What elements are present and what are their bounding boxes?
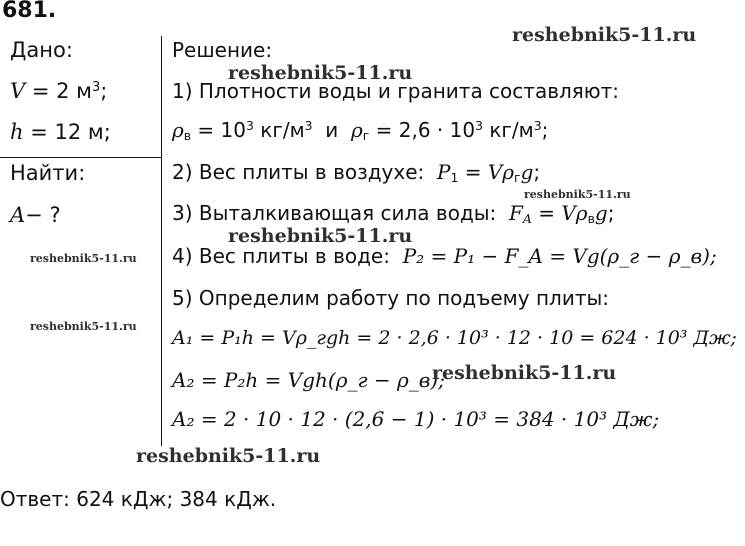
p1-g: g <box>520 160 534 184</box>
watermark-bottom: reshebnik5-11.ru <box>136 445 321 467</box>
watermark-mid-right: reshebnik5-11.ru <box>524 188 631 201</box>
rho-granite-symbol: ρ <box>351 118 363 142</box>
fa-rho-sub: в <box>587 211 595 227</box>
height-symbol: h <box>10 120 24 144</box>
weight-air-prefix: 2) Вес плиты в воздухе: <box>172 160 437 184</box>
volume-end: ; <box>100 79 108 103</box>
volume-exponent: 3 <box>92 79 101 95</box>
watermark-left-2: reshebnik5-11.ru <box>30 320 137 333</box>
rho-granite-value: = 2,6 · 10 <box>369 118 476 142</box>
weight-water-prefix: 4) Вес плиты в воде: <box>172 244 403 268</box>
step-densities <box>172 118 548 142</box>
buoyancy-prefix: 3) Выталкивающая сила воды: <box>172 201 510 225</box>
rho-granite-exp: 3 <box>475 118 483 134</box>
find-title: Найти: <box>10 161 86 185</box>
watermark-mid: reshebnik5-11.ru <box>228 225 413 247</box>
p1-eq: = <box>458 160 488 184</box>
height-value: = 12 м; <box>23 120 111 144</box>
fa-eq: = <box>531 201 562 225</box>
densities-end: ; <box>541 118 549 142</box>
p1-rho: ρ <box>502 160 515 184</box>
answer: Ответ: 624 кДж; 384 кДж. <box>0 487 277 511</box>
rho-water-symbol: ρ <box>172 118 184 142</box>
weight-water-expr: P₂ = P₁ − F_A = Vg(ρ_г − ρ_в); <box>402 244 717 268</box>
volume-value: = 2 м <box>25 79 92 103</box>
fa-symbol: F <box>509 201 523 225</box>
p1-sub: 1 <box>450 170 459 186</box>
given-divider <box>0 157 161 158</box>
find-item <box>10 203 61 227</box>
rho-water-sub: в <box>183 128 192 144</box>
given-title: Дано: <box>10 38 73 62</box>
p1-v: V <box>487 160 503 184</box>
and-word: и <box>312 118 351 142</box>
vertical-divider <box>161 36 162 446</box>
problem-number: 681. <box>2 0 57 23</box>
rho-water-exp: 3 <box>246 118 254 134</box>
step-weight-air <box>172 160 540 184</box>
rho-granite-sub: г <box>362 128 370 144</box>
work-a1: A₁ = P₁h = Vρ_гgh = 2 · 2,6 · 10³ · 12 · 10 = 624 · 10³ Дж; <box>172 327 737 349</box>
find-symbol: A <box>10 203 26 227</box>
rho-water-value: = 10 <box>191 118 246 142</box>
volume-symbol: V <box>10 79 26 103</box>
rho-water-unit: кг/м <box>253 118 305 142</box>
rho-granite-unit: кг/м <box>482 118 534 142</box>
fa-g: g <box>594 201 608 225</box>
watermark-top-right: reshebnik5-11.ru <box>512 24 697 46</box>
watermark-top: reshebnik5-11.ru <box>228 62 413 84</box>
solution-title: Решение: <box>172 38 273 62</box>
rho-granite-unit-exp: 3 <box>533 118 542 134</box>
fa-v: V <box>561 201 576 225</box>
work-a2-value: A₂ = 2 · 10 · 12 · (2,6 − 1) · 10³ = 384 · 10³ Дж; <box>172 407 660 431</box>
fa-sub: A <box>522 211 532 227</box>
rho-water-unit-exp: 3 <box>304 118 313 134</box>
p1-rho-sub: г <box>514 170 521 186</box>
fa-rho: ρ <box>575 201 588 225</box>
find-question: − ? <box>25 203 61 227</box>
step-weight-water <box>172 244 717 268</box>
step-1: 1) Плотности воды и гранита составляют: <box>172 79 620 103</box>
watermark-lower-right: reshebnik5-11.ru <box>432 362 617 384</box>
step-buoyancy <box>172 201 614 225</box>
step-5: 5) Определим работу по подъему плиты: <box>172 286 609 310</box>
watermark-left-1: reshebnik5-11.ru <box>30 252 137 265</box>
work-a2-formula: A₂ = P₂h = Vgh(ρ_г − ρ_в); <box>172 368 445 392</box>
p1-symbol: P <box>436 160 451 184</box>
given-height <box>10 120 111 144</box>
p1-end: ; <box>533 160 541 184</box>
fa-end: ; <box>607 201 615 225</box>
given-volume <box>10 79 107 103</box>
